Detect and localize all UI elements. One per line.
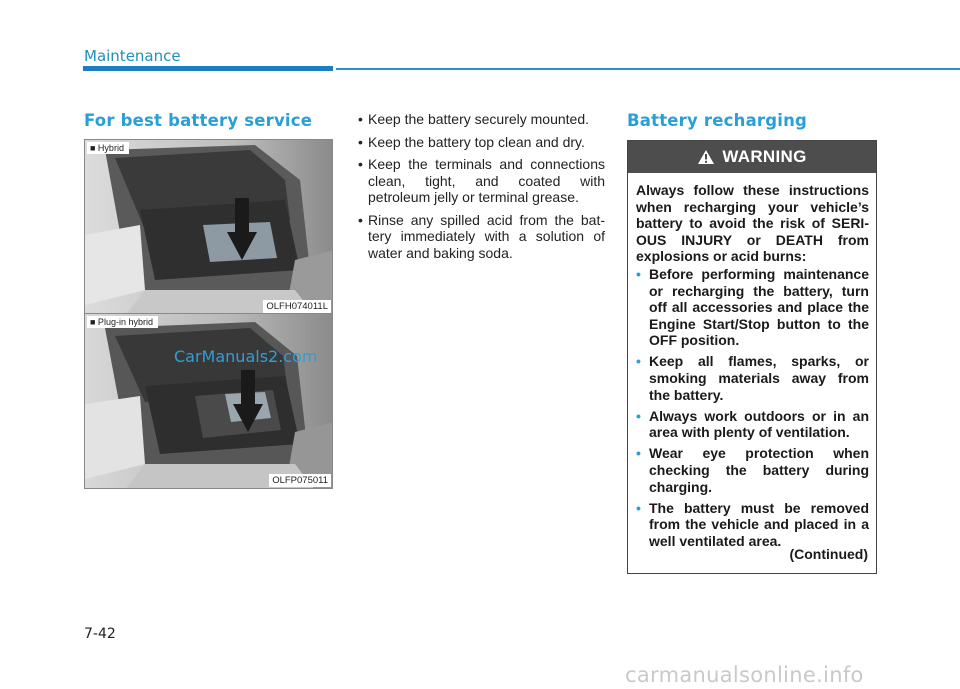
trunk-illustration-plugin-hybrid	[85, 314, 333, 489]
header-rule-thin	[336, 68, 960, 70]
list-item: • Keep all flames, sparks, or smoking materials away from the battery.	[636, 353, 869, 403]
watermark-link[interactable]: CarManuals2.com	[174, 347, 318, 366]
warning-list	[636, 266, 869, 554]
list-item: • Wear eye protection when checking the battery during charging.	[636, 445, 869, 495]
figure-code-plugin-hybrid: OLFP075011	[269, 474, 331, 487]
warning-triangle-icon	[697, 149, 715, 165]
section-label: Maintenance	[84, 47, 181, 65]
warning-continued: (Continued)	[789, 546, 868, 562]
figure-tag-hybrid: ■ Hybrid	[87, 142, 129, 154]
warning-title: WARNING	[722, 147, 807, 166]
left-heading: For best battery service	[84, 111, 313, 130]
header-rule-thick	[83, 66, 333, 71]
figure-tag-plugin-hybrid: ■ Plug-in hybrid	[87, 316, 158, 328]
warning-intro: Always follow these instructions when recharging your vehicle’s battery to avoid the risk of SERIOUS INJURY or DEATH from explosions or acid burns:	[636, 182, 869, 265]
list-item: • Keep the battery securely mounted.	[356, 111, 605, 128]
trunk-photo-plugin-hybrid	[84, 313, 333, 489]
figure-code-hybrid: OLFH074011L	[263, 300, 331, 313]
right-heading: Battery recharging	[627, 111, 808, 130]
trunk-photo-hybrid	[84, 139, 333, 315]
footer-watermark: carmanualsonline.info	[625, 663, 864, 687]
trunk-illustration-hybrid	[85, 140, 333, 315]
list-item: • Keep the battery top clean and dry.	[356, 134, 605, 151]
page-number: 7-42	[84, 626, 116, 642]
list-item: • The battery must be removed from the vehicle and placed in a well ventilated area.	[636, 500, 869, 550]
list-item: • Always work outdoors or in an area with plenty of ventilation.	[636, 408, 869, 441]
list-item: • Keep the terminals and connections clean, tight, and coated with petroleum jelly or terminal grease.	[356, 156, 605, 206]
battery-care-list	[356, 111, 605, 267]
list-item: • Rinse any spilled acid from the battery immediately with a solution of water and baking soda.	[356, 212, 605, 262]
warning-header	[628, 141, 876, 173]
warning-box	[627, 140, 877, 574]
list-item: • Before performing maintenance or recharging the battery, turn off all accessories and place the Engine Start/Stop button to the OFF position.	[636, 266, 869, 349]
